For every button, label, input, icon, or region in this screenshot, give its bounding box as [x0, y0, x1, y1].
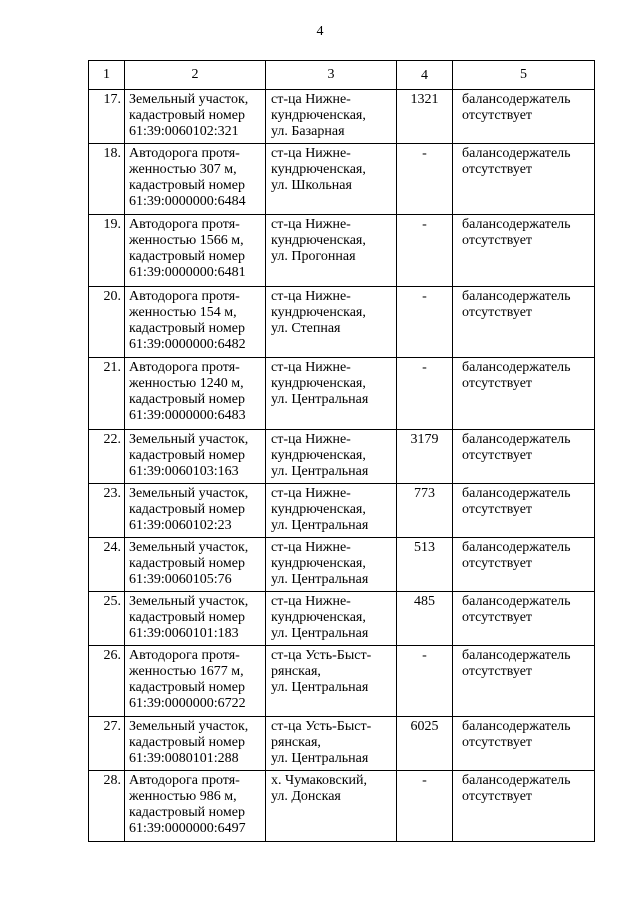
- balance-holder: балансодержатель отсутствует: [453, 646, 595, 717]
- row-number: 23.: [89, 484, 125, 538]
- object-value: -: [397, 358, 453, 430]
- object-name: Автодорога протя- женностью 1566 м, кадастровый номер 61:39:0000000:6481: [125, 215, 266, 287]
- row-number: 22.: [89, 430, 125, 484]
- object-value: -: [397, 287, 453, 358]
- table-row: [89, 144, 595, 215]
- object-location: ст-ца Нижне- кундрюченская, ул. Степная: [266, 287, 397, 358]
- table-row: [89, 771, 595, 842]
- row-number: 25.: [89, 592, 125, 646]
- row-number: 27.: [89, 717, 125, 771]
- object-name: Земельный участок, кадастровый номер 61:39:0060105:76: [125, 538, 266, 592]
- balance-holder: балансодержатель отсутствует: [453, 484, 595, 538]
- object-name: Автодорога протя- женностью 154 м, кадастровый номер 61:39:0000000:6482: [125, 287, 266, 358]
- object-location: х. Чумаковский, ул. Донская: [266, 771, 397, 842]
- object-value: 3179: [397, 430, 453, 484]
- table-row: [89, 358, 595, 430]
- object-value: -: [397, 144, 453, 215]
- object-name: Земельный участок, кадастровый номер 61:39:0060103:163: [125, 430, 266, 484]
- balance-holder: балансодержатель отсутствует: [453, 430, 595, 484]
- table-row: [89, 538, 595, 592]
- balance-holder: балансодержатель отсутствует: [453, 215, 595, 287]
- balance-holder: балансодержатель отсутствует: [453, 717, 595, 771]
- table-row: [89, 90, 595, 144]
- balance-holder: балансодержатель отсутствует: [453, 592, 595, 646]
- row-number: 28.: [89, 771, 125, 842]
- object-location: ст-ца Нижне- кундрюченская, ул. Базарная: [266, 90, 397, 144]
- balance-holder: балансодержатель отсутствует: [453, 358, 595, 430]
- table-row: [89, 484, 595, 538]
- row-number: 19.: [89, 215, 125, 287]
- column-header: 5: [453, 61, 595, 90]
- table-row: [89, 592, 595, 646]
- object-name: Автодорога протя- женностью 986 м, кадастровый номер 61:39:0000000:6497: [125, 771, 266, 842]
- row-number: 17.: [89, 90, 125, 144]
- object-value: 513: [397, 538, 453, 592]
- object-name: Земельный участок, кадастровый номер 61:39:0080101:288: [125, 717, 266, 771]
- object-location: ст-ца Нижне- кундрюченская, ул. Центральная: [266, 592, 397, 646]
- page-number: 4: [316, 24, 324, 39]
- object-name: Автодорога протя- женностью 1677 м, кадастровый номер 61:39:0000000:6722: [125, 646, 266, 717]
- row-number: 20.: [89, 287, 125, 358]
- column-header: 4: [397, 61, 453, 90]
- object-value: 6025: [397, 717, 453, 771]
- object-name: Земельный участок, кадастровый номер 61:39:0060101:183: [125, 592, 266, 646]
- object-location: ст-ца Нижне- кундрюченская, ул. Центральная: [266, 484, 397, 538]
- object-value: 773: [397, 484, 453, 538]
- object-location: ст-ца Нижне- кундрюченская, ул. Центральная: [266, 358, 397, 430]
- object-name: Автодорога протя- женностью 1240 м, кадастровый номер 61:39:0000000:6483: [125, 358, 266, 430]
- object-location: ст-ца Нижне- кундрюченская, ул. Школьная: [266, 144, 397, 215]
- column-header: 3: [266, 61, 397, 90]
- object-value: 1321: [397, 90, 453, 144]
- table-row: [89, 717, 595, 771]
- row-number: 21.: [89, 358, 125, 430]
- balance-holder: балансодержатель отсутствует: [453, 538, 595, 592]
- column-header: 2: [125, 61, 266, 90]
- table-row: [89, 215, 595, 287]
- table-header-row: [89, 61, 595, 90]
- property-table: [88, 60, 595, 842]
- balance-holder: балансодержатель отсутствует: [453, 90, 595, 144]
- object-location: ст-ца Нижне- кундрюченская, ул. Центральная: [266, 538, 397, 592]
- object-value: -: [397, 771, 453, 842]
- object-value: -: [397, 646, 453, 717]
- table-row: [89, 287, 595, 358]
- object-name: Автодорога протя- женностью 307 м, кадастровый номер 61:39:0000000:6484: [125, 144, 266, 215]
- object-location: ст-ца Нижне- кундрюченская, ул. Прогонная: [266, 215, 397, 287]
- object-location: ст-ца Усть-Быст- рянская, ул. Центральная: [266, 717, 397, 771]
- table-row: [89, 646, 595, 717]
- object-location: ст-ца Нижне- кундрюченская, ул. Центральная: [266, 430, 397, 484]
- row-number: 26.: [89, 646, 125, 717]
- balance-holder: балансодержатель отсутствует: [453, 144, 595, 215]
- balance-holder: балансодержатель отсутствует: [453, 771, 595, 842]
- row-number: 24.: [89, 538, 125, 592]
- object-name: Земельный участок, кадастровый номер 61:39:0060102:23: [125, 484, 266, 538]
- object-name: Земельный участок, кадастровый номер 61:39:0060102:321: [125, 90, 266, 144]
- column-header: 1: [89, 61, 125, 90]
- balance-holder: балансодержатель отсутствует: [453, 287, 595, 358]
- object-location: ст-ца Усть-Быст- рянская, ул. Центральная: [266, 646, 397, 717]
- row-number: 18.: [89, 144, 125, 215]
- object-value: -: [397, 215, 453, 287]
- object-value: 485: [397, 592, 453, 646]
- table-row: [89, 430, 595, 484]
